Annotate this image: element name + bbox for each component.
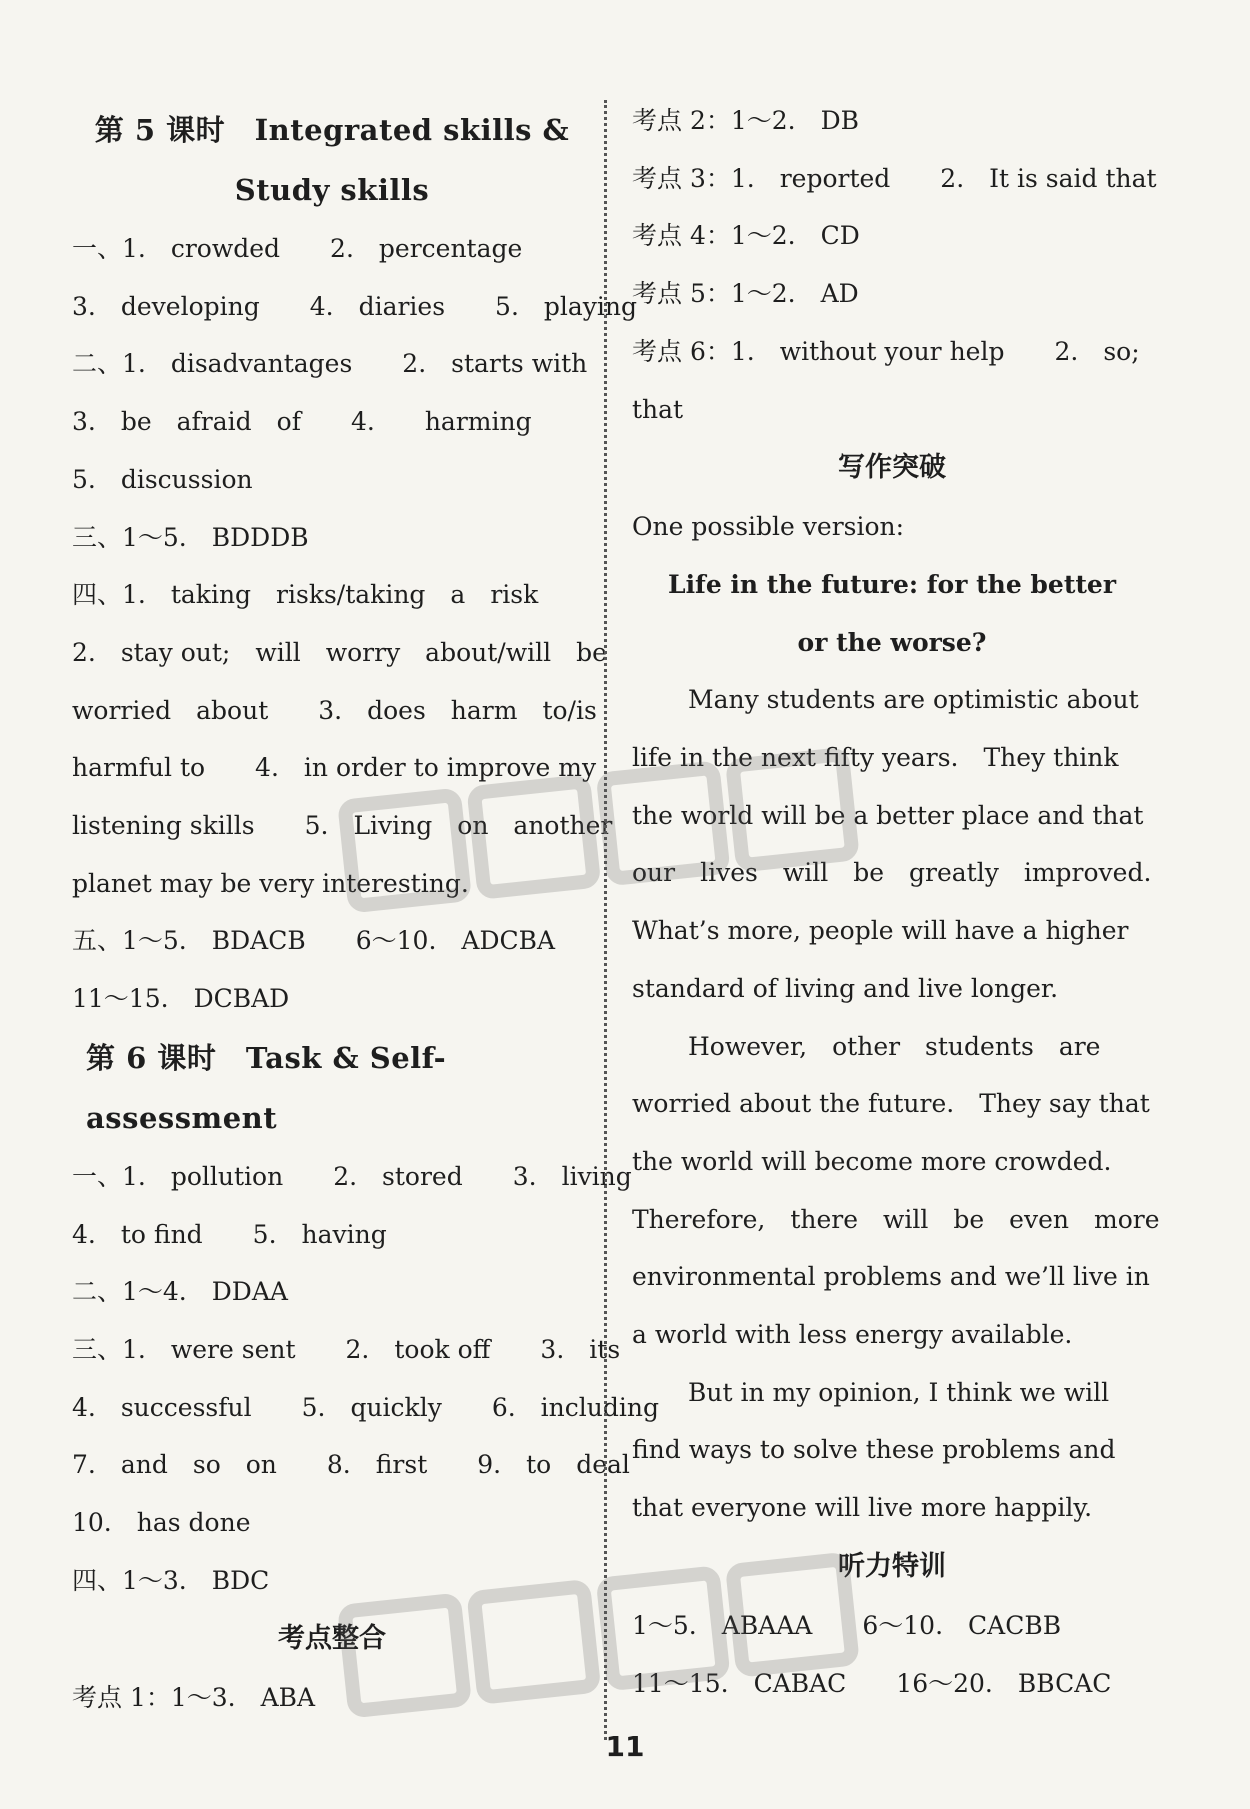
answer-line: 考点 4：1～2. CD	[632, 221, 860, 251]
essay-line: the world will be a better place and that	[632, 800, 1144, 830]
answer-line: worried about 3. does harm to/is	[72, 695, 597, 725]
writing-heading: 写作突破	[838, 452, 946, 484]
answer-line: 11～15. DCBAD	[72, 984, 290, 1014]
kaodian-1-line: 考点 1：1～3. ABA	[72, 1683, 316, 1713]
essay-line: that everyone will live more happily.	[632, 1493, 1093, 1523]
answer-line: 一、1. pollution 2. stored 3. living	[72, 1161, 632, 1191]
answer-line: 考点 2：1～2. DB	[632, 106, 860, 135]
lesson6-title: 第 6 课时 Task & Self-assessment	[86, 1040, 447, 1135]
lesson5-title: 第 5 课时 Integrated skills &	[94, 113, 570, 147]
essay-title-cont: or the worse?	[797, 627, 987, 657]
answer-line: 5. discussion	[72, 464, 253, 494]
answer-line: 1～5. ABAAA 6～10. CACBB	[632, 1610, 1062, 1640]
answer-line: 2. stay out; will worry about/will be	[72, 637, 607, 667]
kaodian-heading: 考点整合	[278, 1623, 386, 1655]
essay-line: environmental problems and we’ll live in	[632, 1262, 1150, 1292]
lesson6-answers	[72, 1148, 659, 1610]
answer-line: 考点 3：1. reported 2. It is said that	[632, 163, 1157, 193]
answer-line: harmful to 4. in order to improve my	[72, 753, 597, 783]
essay-line: Therefore, there will be even more	[632, 1204, 1160, 1234]
answer-line: 考点 6：1. without your help 2. so;	[632, 336, 1140, 366]
essay-line: standard of living and live longer.	[632, 973, 1059, 1003]
listening-heading: 听力特训	[838, 1550, 946, 1582]
essay-line: a world with less energy available.	[632, 1320, 1073, 1350]
version-label: One possible version:	[632, 512, 905, 542]
essay-title: Life in the future: for the better	[667, 569, 1116, 599]
essay-line: life in the next fifty years. They think	[632, 743, 1119, 773]
listening-answers	[632, 1597, 1152, 1712]
essay-body	[632, 671, 1160, 1537]
answer-line: 二、1. disadvantages 2. starts with	[72, 349, 588, 379]
essay-line: What’s more, people will have a higher	[632, 916, 1129, 946]
answer-line: 3. be afraid of 4. harming	[72, 407, 532, 437]
answer-line: 三、1～5. BDDDB	[72, 522, 309, 552]
essay-line: the world will become more crowded.	[632, 1146, 1112, 1176]
answer-line: 四、1～3. BDC	[72, 1565, 270, 1595]
answer-line: 7. and so on 8. first 9. to deal	[72, 1450, 630, 1480]
answer-line: 10. has done	[72, 1508, 251, 1538]
essay-line: our lives will be greatly improved.	[632, 858, 1152, 888]
answer-line: 三、1. were sent 2. took off 3. its	[72, 1334, 621, 1364]
answer-line: 四、1. taking risks/taking a risk	[72, 580, 539, 610]
essay-line: But in my opinion, I think we will	[688, 1377, 1110, 1407]
answer-line: 一、1. crowded 2. percentage	[72, 234, 523, 263]
answer-line: planet may be very interesting.	[72, 868, 469, 898]
essay-line: worried about the future. They say that	[632, 1089, 1150, 1119]
answer-line: 二、1～4. DDAA	[72, 1277, 288, 1307]
essay-line: However, other students are	[688, 1031, 1101, 1061]
answer-line: 11～15. CABAC 16～20. BBCAC	[632, 1668, 1112, 1698]
answer-line: 4. successful 5. quickly 6. including	[72, 1392, 659, 1422]
answer-line: listening skills 5. Living on another	[72, 811, 613, 841]
answer-line: that	[632, 394, 684, 424]
right-column	[632, 92, 1160, 1712]
page-number: 11	[605, 1730, 645, 1763]
answer-line: 考点 5：1～2. AD	[632, 279, 859, 309]
column-divider	[604, 100, 607, 1740]
lesson5-subtitle: Study skills	[234, 173, 430, 207]
kaodian-answers	[632, 92, 1157, 438]
lesson5-answers	[72, 220, 638, 1028]
answer-line: 4. to find 5. having	[72, 1219, 387, 1249]
answer-line: 五、1～5. BDACB 6～10. ADCBA	[72, 926, 556, 956]
essay-line: Many students are optimistic about	[688, 685, 1139, 715]
answer-line: 3. developing 4. diaries 5. playing	[72, 291, 638, 321]
essay-line: find ways to solve these problems and	[632, 1435, 1116, 1465]
